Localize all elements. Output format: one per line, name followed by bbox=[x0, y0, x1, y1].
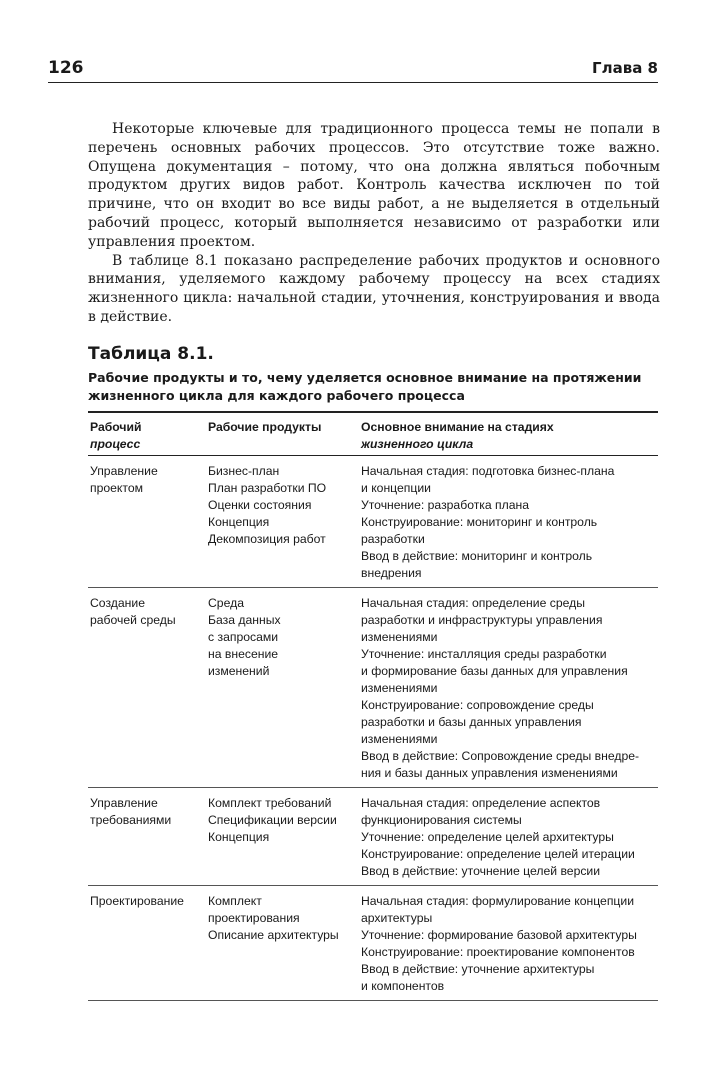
product-item: Среда bbox=[208, 596, 244, 610]
product-item: Концепция bbox=[208, 830, 270, 844]
product-item: База данных bbox=[208, 613, 281, 627]
focus-stage bbox=[361, 846, 658, 863]
header-focus: Основное внимание на стадиях жизненного цикла bbox=[361, 412, 658, 456]
focus-line: внедрения bbox=[361, 566, 422, 580]
focus-stage bbox=[361, 944, 658, 961]
focus-stage bbox=[361, 863, 658, 880]
table-row bbox=[88, 588, 658, 788]
process-line: Управление bbox=[90, 796, 158, 810]
focus-line: и формирование базы данных для управления bbox=[361, 664, 628, 678]
header-process: Рабочий процесс bbox=[88, 412, 208, 456]
cell-products bbox=[208, 886, 361, 1001]
header-products: Рабочие продукты bbox=[208, 412, 361, 456]
process-line: требованиями bbox=[90, 813, 172, 827]
process-line: Проектирование bbox=[90, 894, 184, 908]
product-item: Описание архитектуры bbox=[208, 928, 339, 942]
focus-line: Начальная стадия: подготовка бизнес-плана bbox=[361, 464, 615, 478]
table-row bbox=[88, 886, 658, 1001]
product-item: на внесение bbox=[208, 647, 279, 661]
focus-line: и концепции bbox=[361, 481, 431, 495]
cell-focus bbox=[361, 886, 658, 1001]
page-number: 126 bbox=[48, 58, 84, 78]
focus-stage bbox=[361, 795, 658, 829]
product-item: Бизнес-план bbox=[208, 464, 280, 478]
paragraph: Некоторые ключевые для традиционного процесса темы не попали в перечень основных рабочих процессов. Это отсутствие тоже важно. Опущена документация – потому, что она должна являться побочным продуктом других видов работ. Контроль качества исключен по той причине, что он входит во все виды работ, а не выделяется в отдельный рабочий процесс, который выполняется независимо от разработки или управления проектом. bbox=[88, 121, 660, 250]
focus-line: Уточнение: формирование базовой архитектуры bbox=[361, 928, 637, 942]
product-item: Комплект требований bbox=[208, 796, 332, 810]
cell-products bbox=[208, 456, 361, 588]
focus-line: разработки bbox=[361, 532, 425, 546]
focus-line: изменениями bbox=[361, 630, 438, 644]
focus-line: архитектуры bbox=[361, 911, 433, 925]
focus-line: Конструирование: сопровождение среды bbox=[361, 698, 594, 712]
focus-line: ния и базы данных управления изменениями bbox=[361, 766, 618, 780]
product-item: проектирования bbox=[208, 911, 300, 925]
focus-line: Уточнение: инсталляция среды разработки bbox=[361, 647, 607, 661]
focus-stage bbox=[361, 893, 658, 927]
process-line: рабочей среды bbox=[90, 613, 176, 627]
table-row bbox=[88, 788, 658, 886]
focus-line: Конструирование: определение целей итерации bbox=[361, 847, 635, 861]
focus-line: Конструирование: мониторинг и контроль bbox=[361, 515, 598, 529]
focus-stage bbox=[361, 829, 658, 846]
focus-stage bbox=[361, 514, 658, 548]
table-header-row bbox=[88, 412, 658, 456]
focus-stage bbox=[361, 497, 658, 514]
product-item: Декомпозиция работ bbox=[208, 532, 326, 546]
process-line: Создание bbox=[90, 596, 145, 610]
cell-process bbox=[88, 788, 208, 886]
focus-line: изменениями bbox=[361, 732, 438, 746]
focus-stage bbox=[361, 927, 658, 944]
product-item: Комплект bbox=[208, 894, 262, 908]
focus-line: и компонентов bbox=[361, 979, 445, 993]
focus-line: Начальная стадия: определение среды bbox=[361, 596, 585, 610]
table-row bbox=[88, 456, 658, 588]
product-item: изменений bbox=[208, 664, 270, 678]
cell-products bbox=[208, 788, 361, 886]
focus-line: Начальная стадия: определение аспектов bbox=[361, 796, 601, 810]
focus-line: Ввод в действие: мониторинг и контроль bbox=[361, 549, 593, 563]
focus-stage bbox=[361, 463, 658, 497]
focus-stage bbox=[361, 961, 658, 995]
cell-focus bbox=[361, 456, 658, 588]
focus-line: разработки и базы данных управления bbox=[361, 715, 582, 729]
focus-line: Конструирование: проектирование компонентов bbox=[361, 945, 635, 959]
focus-stage bbox=[361, 595, 658, 646]
focus-line: функционирования системы bbox=[361, 813, 522, 827]
table-label: Таблица 8.1. bbox=[88, 344, 214, 364]
cell-process bbox=[88, 886, 208, 1001]
focus-line: Начальная стадия: формулирование концепции bbox=[361, 894, 635, 908]
cell-products bbox=[208, 588, 361, 788]
product-item: Оценки состояния bbox=[208, 498, 312, 512]
running-header bbox=[48, 58, 658, 83]
focus-line: Уточнение: разработка плана bbox=[361, 498, 530, 512]
workflow-table bbox=[88, 411, 658, 1001]
focus-stage bbox=[361, 548, 658, 582]
cell-focus bbox=[361, 588, 658, 788]
process-line: Управление bbox=[90, 464, 158, 478]
product-item: Спецификации версии bbox=[208, 813, 337, 827]
cell-focus bbox=[361, 788, 658, 886]
cell-process bbox=[88, 588, 208, 788]
focus-line: Ввод в действие: Сопровождение среды внедре- bbox=[361, 749, 640, 763]
product-item: Концепция bbox=[208, 515, 270, 529]
product-item: с запросами bbox=[208, 630, 279, 644]
table-caption: Рабочие продукты и то, чему уделяется основное внимание на протяжении жизненного цикла для каждого рабочего процесса bbox=[88, 370, 642, 403]
table-body bbox=[88, 456, 658, 1001]
focus-line: Ввод в действие: уточнение целей версии bbox=[361, 864, 601, 878]
body-text bbox=[88, 120, 660, 327]
chapter-title: Глава 8 bbox=[592, 59, 658, 77]
focus-line: изменениями bbox=[361, 681, 438, 695]
focus-line: Ввод в действие: уточнение архитектуры bbox=[361, 962, 595, 976]
focus-stage bbox=[361, 697, 658, 748]
product-item: План разработки ПО bbox=[208, 481, 327, 495]
focus-line: разработки и инфраструктуры управления bbox=[361, 613, 603, 627]
focus-line: Уточнение: определение целей архитектуры bbox=[361, 830, 614, 844]
cell-process bbox=[88, 456, 208, 588]
focus-stage bbox=[361, 646, 658, 697]
focus-stage bbox=[361, 748, 658, 782]
paragraph: В таблице 8.1 показано распределение рабочих продуктов и основного внимания, уделяемого каждому рабочему процессу на всех стадиях жизненного цикла: начальной стадии, уточнения, конструирования и ввода в действие. bbox=[88, 252, 660, 325]
process-line: проектом bbox=[90, 481, 144, 495]
